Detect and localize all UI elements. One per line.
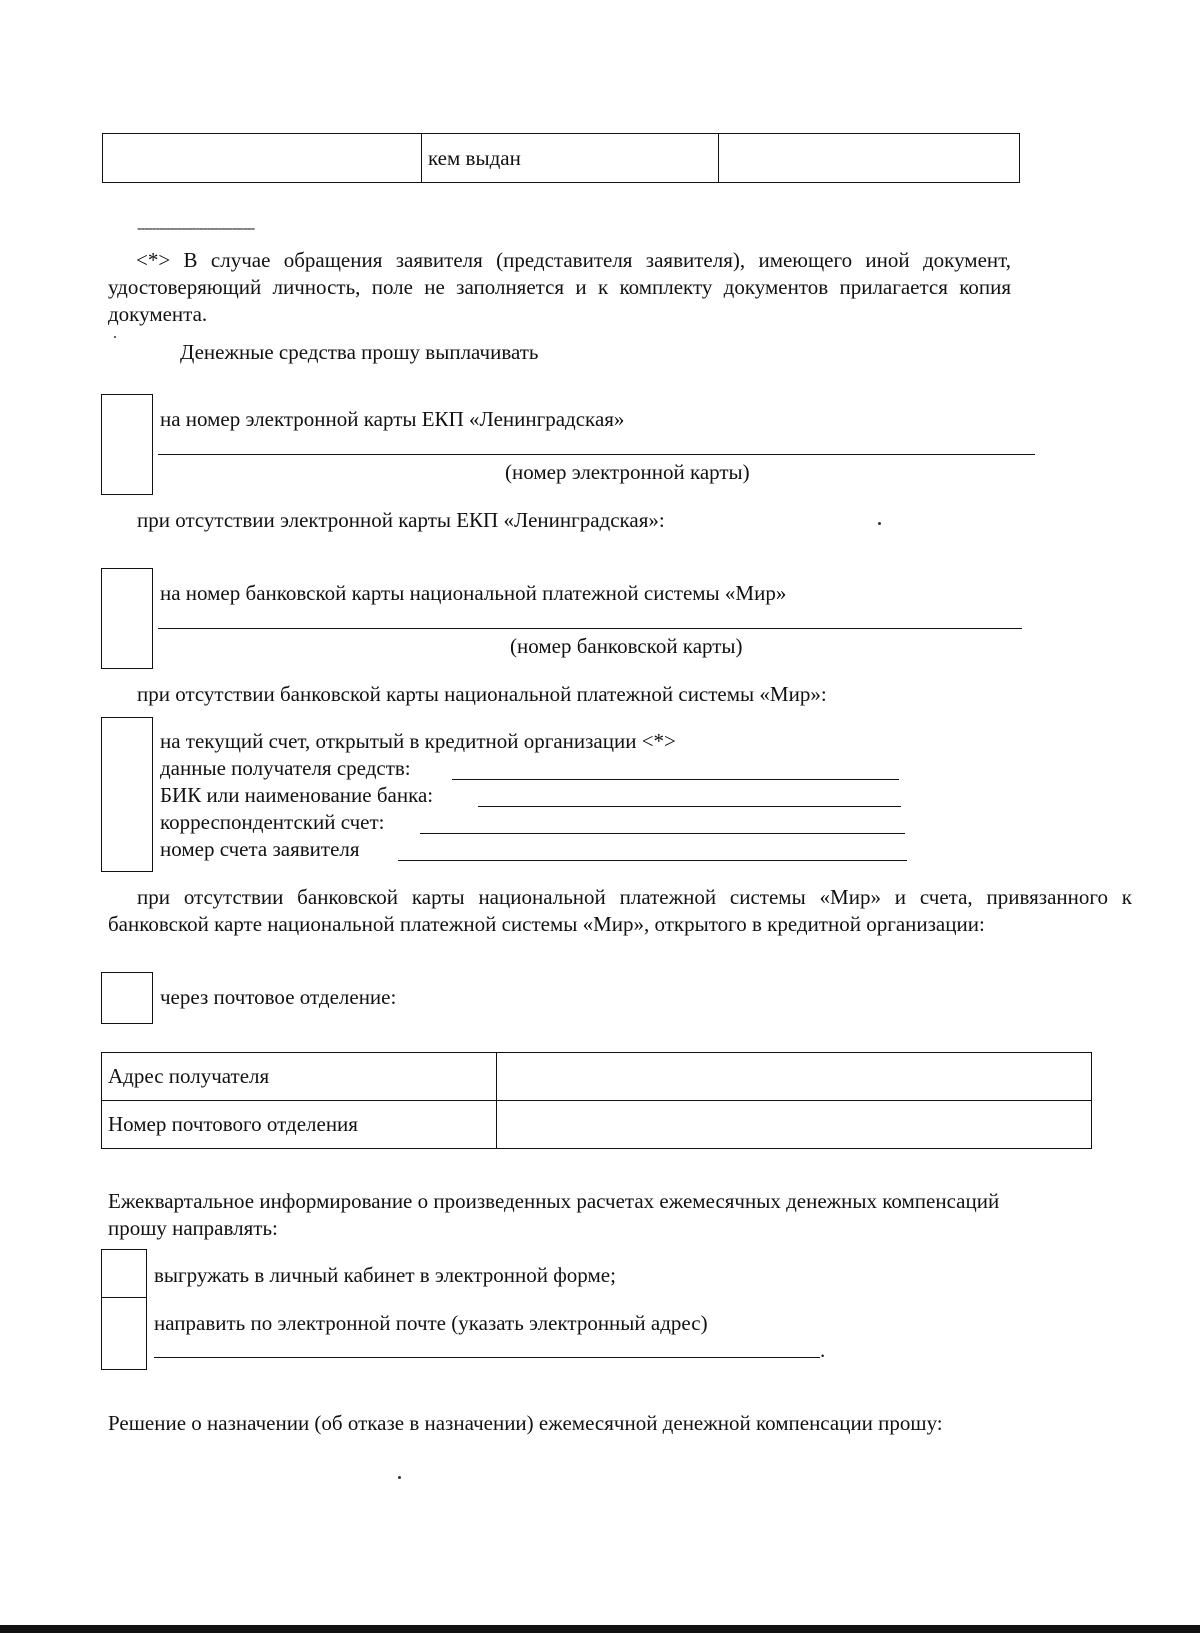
cabinet-label: выгружать в личный кабинет в электронной форме;	[154, 1263, 616, 1287]
post-office-label: Номер почтового отделения	[102, 1101, 497, 1149]
no-mir-note: при отсутствии банковской карты национальной платежной системы «Мир»:	[137, 682, 827, 706]
ekp-card-number-line[interactable]	[158, 454, 1035, 455]
email-checkbox[interactable]	[101, 1297, 147, 1370]
bank-label: БИК или наименование банка:	[160, 783, 434, 807]
mir-card-number-line[interactable]	[158, 628, 1022, 629]
email-label: направить по электронной почте (указать электронный адрес)	[154, 1311, 708, 1335]
account-title: на текущий счет, открытый в кредитной организации <*>	[160, 729, 676, 753]
no-ekp-note: при отсутствии электронной карты ЕКП «Ленинградская»:	[137, 508, 665, 532]
post-table	[101, 1052, 1092, 1149]
footnote-body: <*> В случае обращения заявителя (представителя заявителя), имеющего иной документ, удостоверяющий личность, поле не заполняется и к комплекту документов прилагается копия документа.	[108, 248, 1011, 326]
email-field[interactable]	[154, 1357, 820, 1358]
footnote-text	[108, 247, 1011, 328]
recipient-field[interactable]	[452, 779, 899, 780]
account-number-field[interactable]	[398, 860, 907, 861]
scan-speck	[398, 1476, 401, 1479]
decision-text	[108, 1410, 1028, 1437]
account-number-label: номер счета заявителя	[160, 837, 360, 861]
ekp-card-checkbox[interactable]	[101, 394, 153, 495]
cabinet-checkbox[interactable]	[101, 1249, 147, 1298]
post-office-field[interactable]	[497, 1101, 1092, 1149]
bank-field[interactable]	[478, 806, 901, 807]
issued-by-field[interactable]	[719, 134, 1020, 183]
email-line-end: .	[820, 1338, 826, 1362]
info-intro	[108, 1188, 1028, 1242]
mir-card-caption: (номер банковской карты)	[510, 634, 743, 658]
mir-card-checkbox[interactable]	[101, 568, 153, 669]
recipient-label: данные получателя средств:	[160, 756, 411, 780]
issued-by-label: кем выдан	[422, 134, 719, 183]
address-field[interactable]	[497, 1053, 1092, 1101]
issued-by-table	[102, 133, 1020, 183]
corr-account-field[interactable]	[420, 833, 905, 834]
footnote-separator: --------------------------------	[137, 221, 255, 236]
no-account-note	[108, 884, 1132, 938]
info-intro-text: Ежеквартальное информирование о произведенных расчетах ежемесячных денежных компенсаций прошу направлять:	[108, 1189, 1000, 1240]
scan-speck	[878, 522, 881, 525]
corr-account-label: корреспондентский счет:	[160, 810, 385, 834]
decision-text-body: Решение о назначении (об отказе в назначении) ежемесячной денежной компенсации прошу:	[108, 1411, 943, 1435]
ekp-card-caption: (номер электронной карты)	[505, 460, 750, 484]
no-account-note-text: при отсутствии банковской карты национальной платежной системы «Мир» и счета, привязанного к банковской карте национальной платежной системы «Мир», открытого в кредитной организации:	[108, 885, 1132, 936]
mir-card-label: на номер банковской карты национальной платежной системы «Мир»	[160, 581, 787, 605]
ekp-card-label: на номер электронной карты ЕКП «Ленинградская»	[160, 407, 625, 431]
issued-doc-field[interactable]	[103, 134, 422, 183]
payment-intro: Денежные средства прошу выплачивать	[180, 340, 539, 364]
scan-bottom-edge	[0, 1625, 1200, 1633]
scan-speck	[114, 336, 116, 338]
address-label: Адрес получателя	[102, 1053, 497, 1101]
post-label: через почтовое отделение:	[160, 985, 397, 1009]
post-checkbox[interactable]	[101, 972, 153, 1024]
account-checkbox[interactable]	[101, 717, 153, 872]
